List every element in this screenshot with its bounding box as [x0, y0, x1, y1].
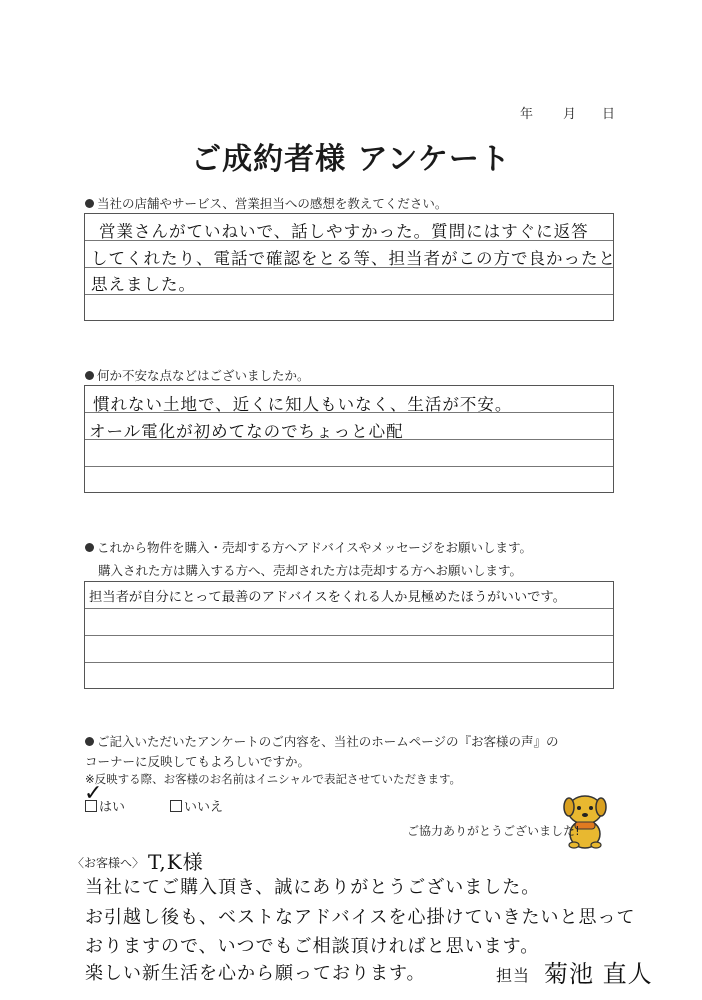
- bullet-icon: [85, 371, 94, 380]
- bullet-icon: [85, 737, 94, 746]
- signature-name: 菊池 直人: [544, 960, 653, 988]
- message-line-3: おりますので、いつでもご相談頂ければと思います。: [85, 936, 540, 957]
- checkbox-no-label: いいえ: [184, 800, 224, 815]
- publish-note: ※反映する際、お客様のお名前はイニシャルで表記させていただきます。: [85, 772, 462, 786]
- answer-box-1[interactable]: [84, 213, 614, 321]
- message-customer-name: T,K様: [148, 850, 204, 874]
- date-day: 日: [602, 107, 616, 122]
- answer-2-line-1: 慣れない土地で、近くに知人もいなく、生活が不安。: [93, 395, 513, 414]
- answer-box-3[interactable]: [84, 581, 614, 689]
- question-2-label: 何か不安な点などはございましたか。: [85, 366, 310, 384]
- signature-role: 担当: [496, 966, 531, 985]
- answer-1-line-2: してくれたり、電話で確認をとる等、担当者がこの方で良かったと: [91, 249, 616, 268]
- answer-1-line-1: 営業さんがていねいで、話しやすかった。質問にはすぐに返答: [99, 222, 589, 241]
- question-3-label: これから物件を購入・売却する方へアドバイスやメッセージをお願いします。: [85, 538, 532, 556]
- publish-question-line-2: コーナーに反映してもよろしいですか。: [85, 754, 311, 769]
- dog-mascot-icon: [560, 790, 610, 850]
- page-title: ご成約者様 アンケート: [191, 142, 511, 177]
- answer-3-line-1: 担当者が自分にとって最善のアドバイスをくれる人か見極めたほうがいいです。: [89, 590, 566, 605]
- checkmark-icon: ✓: [84, 781, 103, 806]
- answer-1-line-3: 思えました。: [91, 275, 196, 294]
- question-1-label: 当社の店舗やサービス、営業担当への感想を教えてください。: [85, 194, 447, 212]
- date-year: 年: [520, 107, 534, 122]
- answer-2-line-2: オール電化が初めてなのでちょっと心配: [89, 422, 404, 441]
- question-3-sublabel: 購入された方は購入する方へ、売却された方は売却する方へお願いします。: [98, 563, 523, 578]
- bullet-icon: [85, 199, 94, 208]
- checkbox-no[interactable]: [170, 796, 223, 815]
- publish-question-line-1: ご記入いただいたアンケートのご内容を、当社のホームページの『お客様の声』の: [85, 732, 559, 750]
- message-line-4: 楽しい新生活を心から願っております。: [85, 963, 426, 984]
- message-line-1: 当社にてご購入頂き、誠にありがとうございました。: [85, 877, 541, 898]
- message-to-label: 〈お客様へ〉: [72, 856, 145, 870]
- checkbox-no-box[interactable]: [170, 800, 182, 812]
- answer-box-2[interactable]: [84, 385, 614, 493]
- checkbox-yes-label: はい: [99, 800, 126, 815]
- thanks-text: ご協力ありがとうございました!: [407, 824, 580, 838]
- message-line-2: お引越し後も、ベストなアドバイスを心掛けていきたいと思って: [85, 907, 636, 928]
- date-month: 月: [563, 107, 577, 122]
- bullet-icon: [85, 543, 94, 552]
